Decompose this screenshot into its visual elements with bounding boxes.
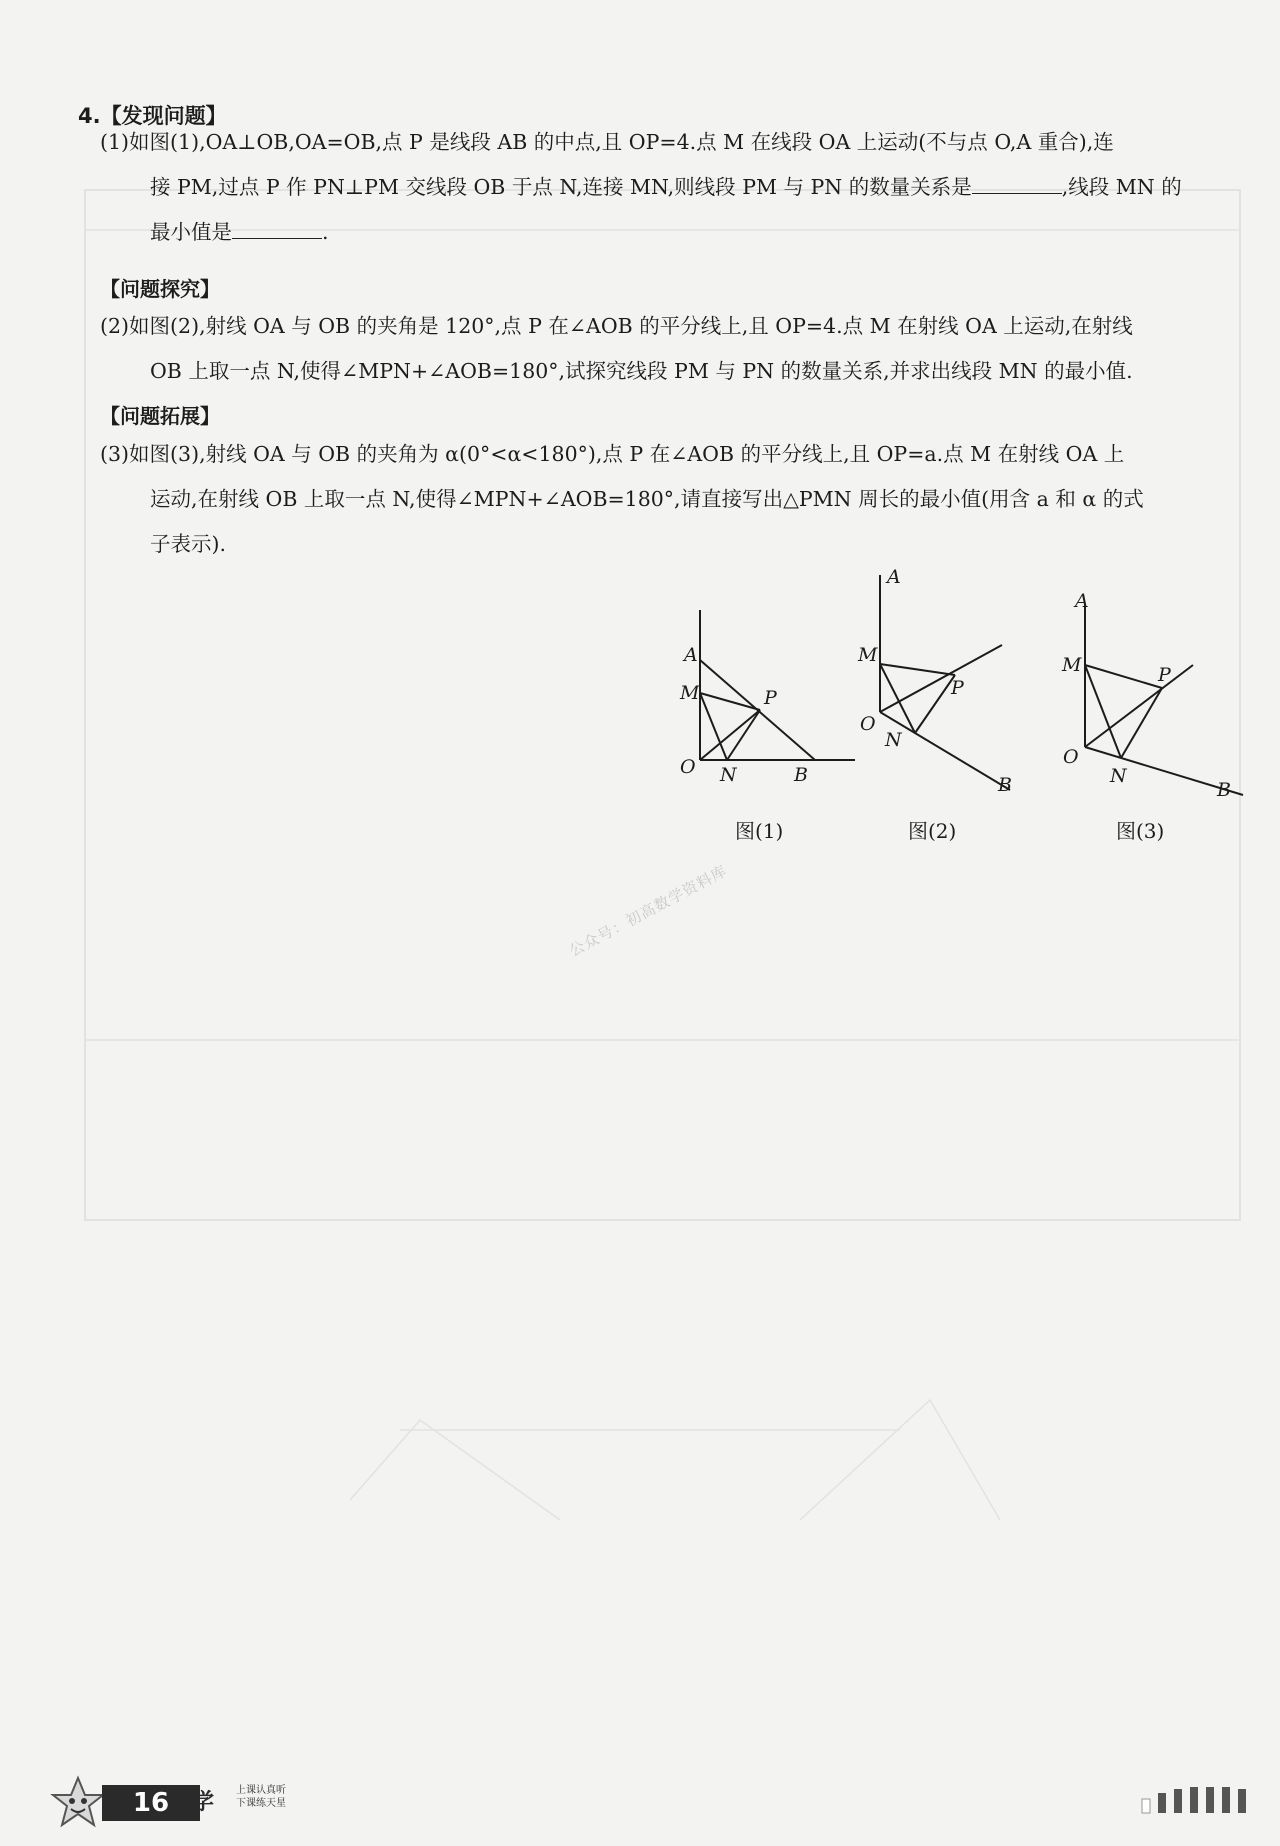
fig1-label-P: P (764, 687, 777, 709)
section-title-discover: 【发现问题】 (100, 104, 227, 128)
part-1-line-2b: ,线段 MN 的 (1061, 175, 1182, 199)
watermark: 公众号：初高数学资料库 (566, 861, 731, 961)
figure-1-caption: 图(1) (735, 819, 784, 843)
fig2-label-O: O (860, 713, 876, 735)
part-2-text (100, 304, 1230, 394)
figure-3-diagram (1045, 585, 1250, 805)
fig3-label-O: O (1063, 746, 1079, 768)
star-mascot-icon (50, 1775, 106, 1831)
answer-blank-2[interactable] (232, 218, 322, 239)
answer-blank-1[interactable] (972, 173, 1062, 194)
slogan-line-2: 下课练天星 (236, 1798, 286, 1809)
fig3-label-N: N (1110, 765, 1127, 787)
part-3-line-1: (3)如图(3),射线 OA 与 OB 的夹角为 α(0°<α<180°),点 P 在∠AOB 的平分线上,且 OP=a.点 M 在射线 OA 上 (100, 442, 1125, 466)
fig1-label-O: O (680, 756, 696, 778)
part-1-line-2a: 接 PM,过点 P 作 PN⊥PM 交线段 OB 于点 N,连接 MN,则线段 PM 与 PN 的数量关系是 (150, 175, 972, 199)
fig1-label-A: A (684, 644, 698, 666)
fig2-label-A: A (887, 566, 901, 588)
fig3-label-A: A (1075, 590, 1089, 612)
fig3-label-B: B (1217, 779, 1231, 801)
part-1-line-2 (100, 165, 1230, 210)
part-1-text (100, 120, 1230, 255)
slogan-line-1: 上课认真听 (236, 1785, 286, 1796)
page-number: 16 (102, 1785, 200, 1821)
fig3-label-P: P (1158, 664, 1171, 686)
part-1-line-3b: . (322, 220, 329, 244)
fig1-label-B: B (794, 764, 808, 786)
footer-slogan (236, 1784, 286, 1810)
part-1-line-1: (1)如图(1),OA⊥OB,OA=OB,点 P 是线段 AB 的中点,且 OP=4.点 M 在线段 OA 上运动(不与点 O,A 重合),连 (100, 130, 1114, 154)
figure-1-diagram (670, 595, 870, 795)
fig2-label-P: P (951, 677, 964, 699)
fig2-label-B: B (998, 774, 1012, 796)
part-1-line-3a: 最小值是 (150, 220, 232, 244)
fig2-label-M: M (858, 644, 878, 666)
section-title-extend: 【问题拓展】 (100, 404, 220, 428)
part-3-text (100, 432, 1230, 567)
figure-2-caption: 图(2) (908, 819, 957, 843)
figure-2-diagram (845, 560, 1045, 800)
part-3-line-3: 子表示). (150, 532, 227, 556)
fig3-label-M: M (1062, 654, 1082, 676)
part-3-line-2: 运动,在射线 OB 上取一点 N,使得∠MPN+∠AOB=180°,请直接写出△PMN 周长的最小值(用含 a 和 α 的式 (150, 487, 1144, 511)
part-2-line-2: OB 上取一点 N,使得∠MPN+∠AOB=180°,试探究线段 PM 与 PN 的数量关系,并求出线段 MN 的最小值. (150, 359, 1133, 383)
fig1-label-M: M (680, 682, 700, 704)
question-number: 4. (78, 104, 101, 128)
part-1-line-3 (100, 210, 1230, 255)
fig1-label-N: N (720, 764, 737, 786)
subject-label: 数学 (170, 1790, 215, 1815)
figure-3-caption: 图(3) (1116, 819, 1165, 843)
signal-bars-icon (1140, 1785, 1250, 1815)
part-2-line-1: (2)如图(2),射线 OA 与 OB 的夹角是 120°,点 P 在∠AOB 的平分线上,且 OP=4.点 M 在射线 OA 上运动,在射线 (100, 314, 1133, 338)
section-title-explore: 【问题探究】 (100, 277, 220, 301)
fig2-label-N: N (885, 729, 902, 751)
